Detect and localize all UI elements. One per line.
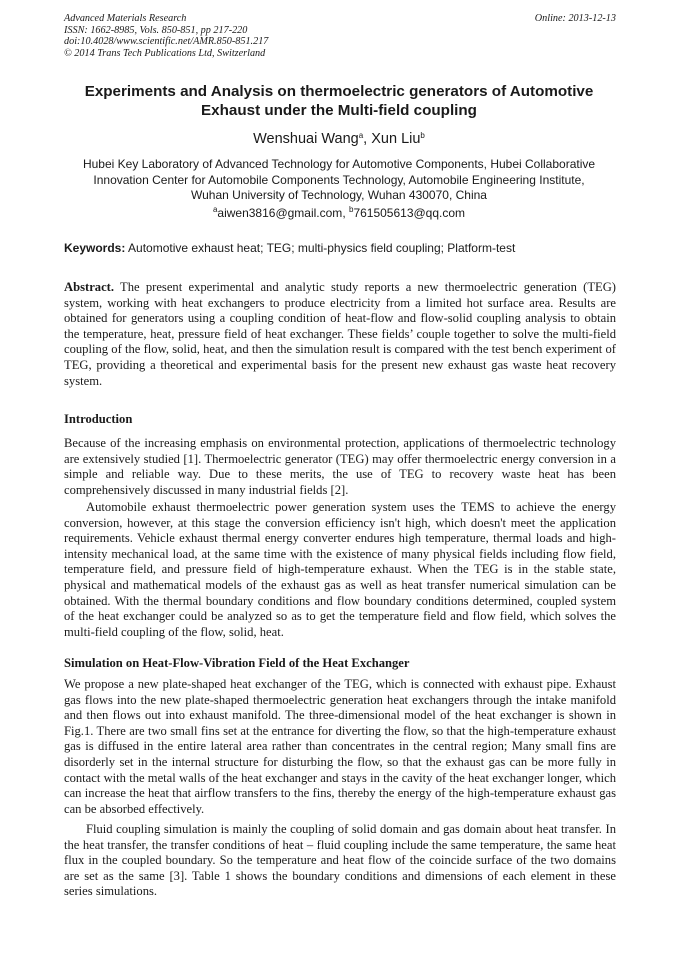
issn-line: ISSN: 1662-8985, Vols. 850-851, pp 217-220 — [64, 24, 248, 36]
keywords — [64, 241, 616, 256]
publication-header — [64, 13, 616, 59]
body-paragraph: Because of the increasing emphasis on environmental protection, applications of thermoelectric technology are extensively studied [1]. Thermoelectric generator (TEG) may offer thermoelectric energy conversion in a simple and reliable way. Due to these merits, the use of TEG to recovery waste heat has been comprehensively discussed in many industrial fields [2]. — [64, 436, 616, 497]
title-line-1: Experiments and Analysis on thermoelectric generators of Automotive — [84, 83, 594, 100]
keywords-label: Keywords: — [64, 241, 126, 255]
author-name: Xun Liu — [371, 131, 421, 147]
affiliation-line: Innovation Center for Automobile Components Technology, Automobile Engineering Institute, — [93, 172, 585, 187]
author-affiliation-mark: a — [358, 131, 364, 140]
affiliation-line: Hubei Key Laboratory of Advanced Technology for Automotive Components, Hubei Collaborative — [82, 157, 596, 171]
abstract-label: Abstract. — [64, 280, 115, 294]
journal-name: Advanced Materials Research — [64, 13, 187, 24]
author-separator: , — [363, 131, 372, 147]
email-mark: b — [348, 205, 354, 214]
abstract-text: The present experimental and analytic study reports a new thermoelectric generation (TEG) system, working with heat exchangers to produce electricity from a limited hot surface area. Results are obtained for generators using a coupling condition of heat-flow and flow-solid coupling analysis to obtain the temperature, heat, pressure field of heat exchanger. These fields’ couple together to solve the multi-field coupling of the flow, solid, heat, and then the simulation result is compared with the test bench experiment of TEG, providing a theoretical and experimental basis for the present new exhaust gas waste heat recovery system. — [64, 280, 616, 388]
email-mark: a — [212, 205, 218, 214]
body-paragraph: Automobile exhaust thermoelectric power generation system uses the TEMS to achieve the energy conversion, however, at this stage the conversion efficiency isn't high, which doesn't meet the application requirements. Vehicle exhaust thermal energy converter endures high temperature, thermal loads and high-intensity mechanical load, at the same time with the existence of many physical fields including flow field, temperature field, and pressure field of high-temperature exhaust. When the TEG is in the stable state, physical and mathematical models of the exhaust gas as well as heat transfer numerical simulation can be obtained. With the thermal boundary conditions and flow boundary conditions determined, coupled system of the heat exchanger could be analyzed so as to get the temperature field and flow field, which solves the multi-field coupling of the flow, solid, heat. — [64, 500, 616, 639]
author-emails — [40, 206, 638, 221]
email-link[interactable]: aiwen3816@gmail.com — [217, 206, 343, 220]
affiliation — [40, 157, 638, 204]
body-paragraph: We propose a new plate-shaped heat exchanger of the TEG, which is connected with exhaust pipe. Exhaust gas flows into the new plate-shaped thermoelectric generation heat exchangers through the intake manifold and then flows out into exhaust manifold. The three-dimensional model of the heat exchanger is shown in Fig.1. There are two small fins set at the entrance for diverting the flow, so that the high-temperature exhaust gas is diffused in the entire lateral area rather than concentrates in the central region; Many small fins are disorderly set in the internal structure for disturbing the flow, so that the exhaust gas can be more fully in contact with the metal walls of the heat exchanger and stays in the cavity of the heat exchanger longer, which can increase the heat that airflow transfers to the fins, thereby the energy of the high-temperature exhaust gas can be absorbed effectively. — [64, 677, 616, 816]
online-date: Online: 2013-12-13 — [534, 13, 616, 24]
email-link[interactable]: 761505613@qq.com — [353, 206, 466, 220]
body-paragraph: Fluid coupling simulation is mainly the coupling of solid domain and gas domain about heat transfer. In the heat transfer, the transfer conditions of heat – fluid coupling include the same temperature, the same heat flux in the coupled boundary. So the temperature and heat flow of the coincide surface of the two domains are set as the same [3]. Table 1 shows the boundary conditions and dimensions of each element in these series simulations. — [64, 822, 616, 899]
affiliation-line: Wuhan University of Technology, Wuhan 430070, China — [191, 188, 487, 202]
keywords-text: Automotive exhaust heat; TEG; multi-physics field coupling; Platform-test — [125, 241, 516, 255]
doi-line: doi:10.4028/www.scientific.net/AMR.850-851.217 — [64, 36, 269, 47]
title-line-2: Exhaust under the Multi-field coupling — [201, 102, 477, 119]
author-list — [40, 130, 638, 148]
author-name: Wenshuai Wang — [253, 131, 359, 147]
abstract — [64, 280, 616, 389]
author-affiliation-mark: b — [420, 131, 425, 140]
section-heading-simulation: Simulation on Heat-Flow-Vibration Field of the Heat Exchanger — [64, 656, 410, 670]
paper-title — [40, 82, 638, 120]
email-separator: , — [342, 206, 349, 220]
section-heading-introduction: Introduction — [64, 412, 133, 426]
copyright-line: © 2014 Trans Tech Publications Ltd, Switzerland — [64, 47, 266, 59]
